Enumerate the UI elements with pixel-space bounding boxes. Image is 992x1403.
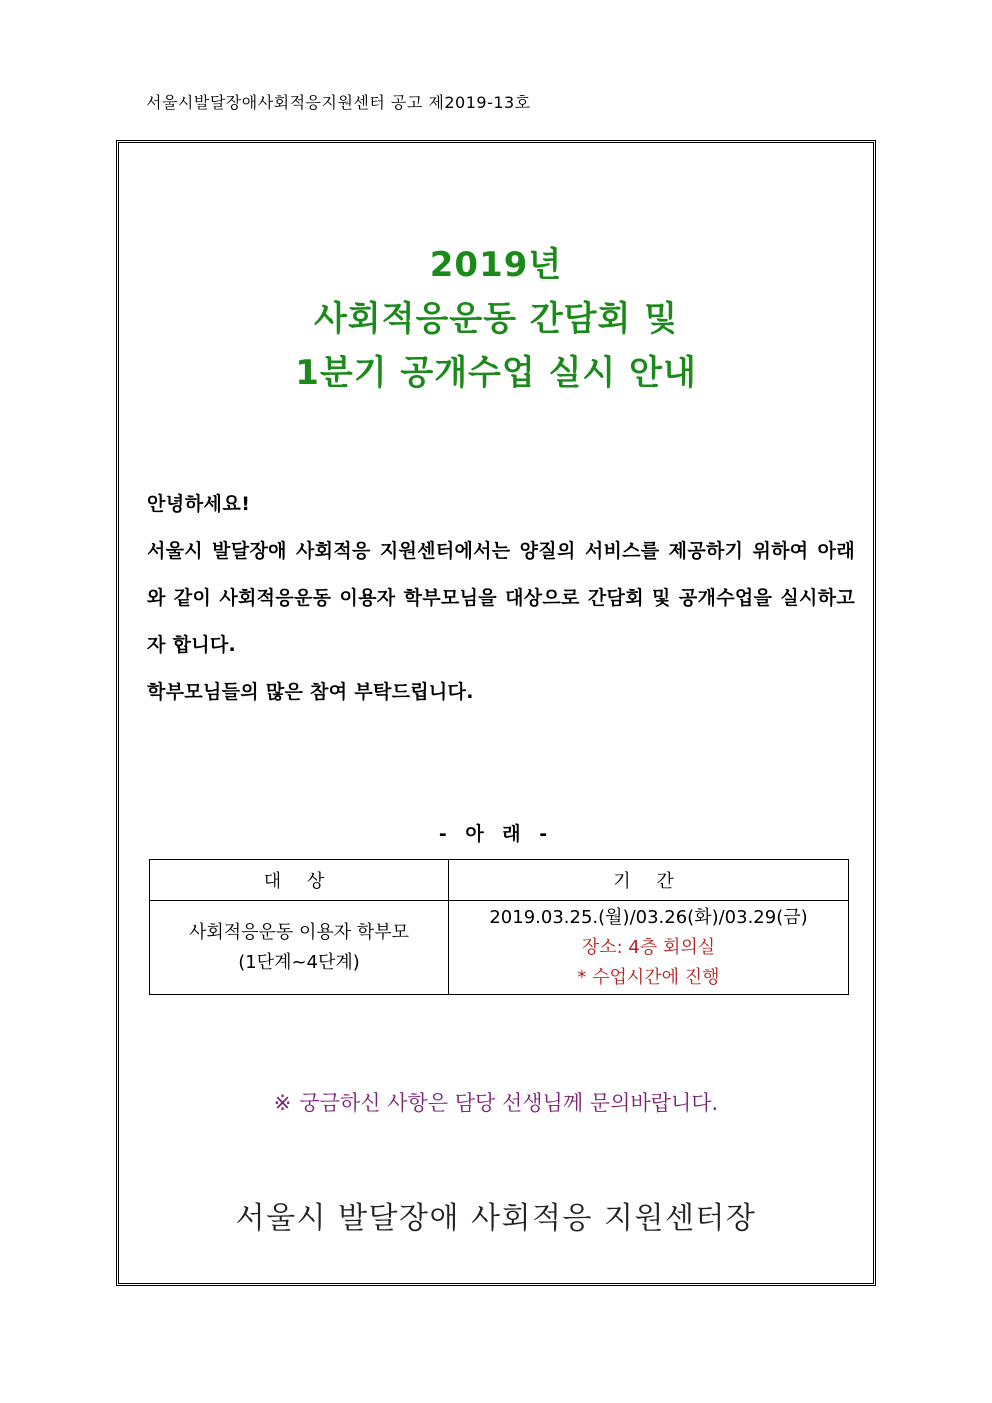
header-target: 대 상 [150, 860, 449, 901]
body-paragraph: 서울시 발달장애 사회적응 지원센터에서는 양질의 서비스를 제공하기 위하여 아래와 같이 사회적응운동 이용자 학부모님을 대상으로 간담회 및 공개수업을 실시하고자 합니다. [147, 540, 855, 656]
header-period: 기 간 [449, 860, 849, 901]
schedule-table [149, 859, 849, 995]
signature: 서울시 발달장애 사회적응 지원센터장 [235, 1201, 757, 1236]
table-header-row [150, 860, 849, 901]
below-heading: - 아 래 - [438, 823, 554, 845]
cell-target [150, 901, 449, 995]
period-place: 장소: 4층 회의실 [581, 936, 716, 958]
notice-body [147, 481, 855, 716]
period-note: * 수업시간에 진행 [577, 966, 720, 988]
closing-text: 학부모님들의 많은 참여 부탁드립니다. [147, 681, 474, 703]
title-line-event: 사회적응운동 간담회 및 [313, 299, 679, 339]
notice-number: 서울시발달장애사회적응지원센터 공고 제2019-13호 [146, 93, 531, 112]
target-levels: (1단계~4단계) [238, 951, 360, 973]
target-text: 사회적응운동 이용자 학부모 [188, 921, 410, 943]
notice-frame [116, 140, 876, 1286]
inquiry-notice [119, 1087, 873, 1117]
notice-title [119, 238, 873, 400]
title-line-class: 1분기 공개수업 실시 안내 [295, 353, 697, 393]
table-row [150, 901, 849, 995]
reference-mark-icon: ※ [273, 1091, 292, 1115]
greeting-text: 안녕하세요! [147, 493, 251, 515]
cell-period [449, 901, 849, 995]
title-line-year: 2019년 [429, 245, 563, 285]
inquiry-text: 궁금하신 사항은 담당 선생님께 문의바랍니다. [299, 1091, 719, 1115]
period-dates: 2019.03.25.(월)/03.26(화)/03.29(금) [489, 906, 808, 928]
